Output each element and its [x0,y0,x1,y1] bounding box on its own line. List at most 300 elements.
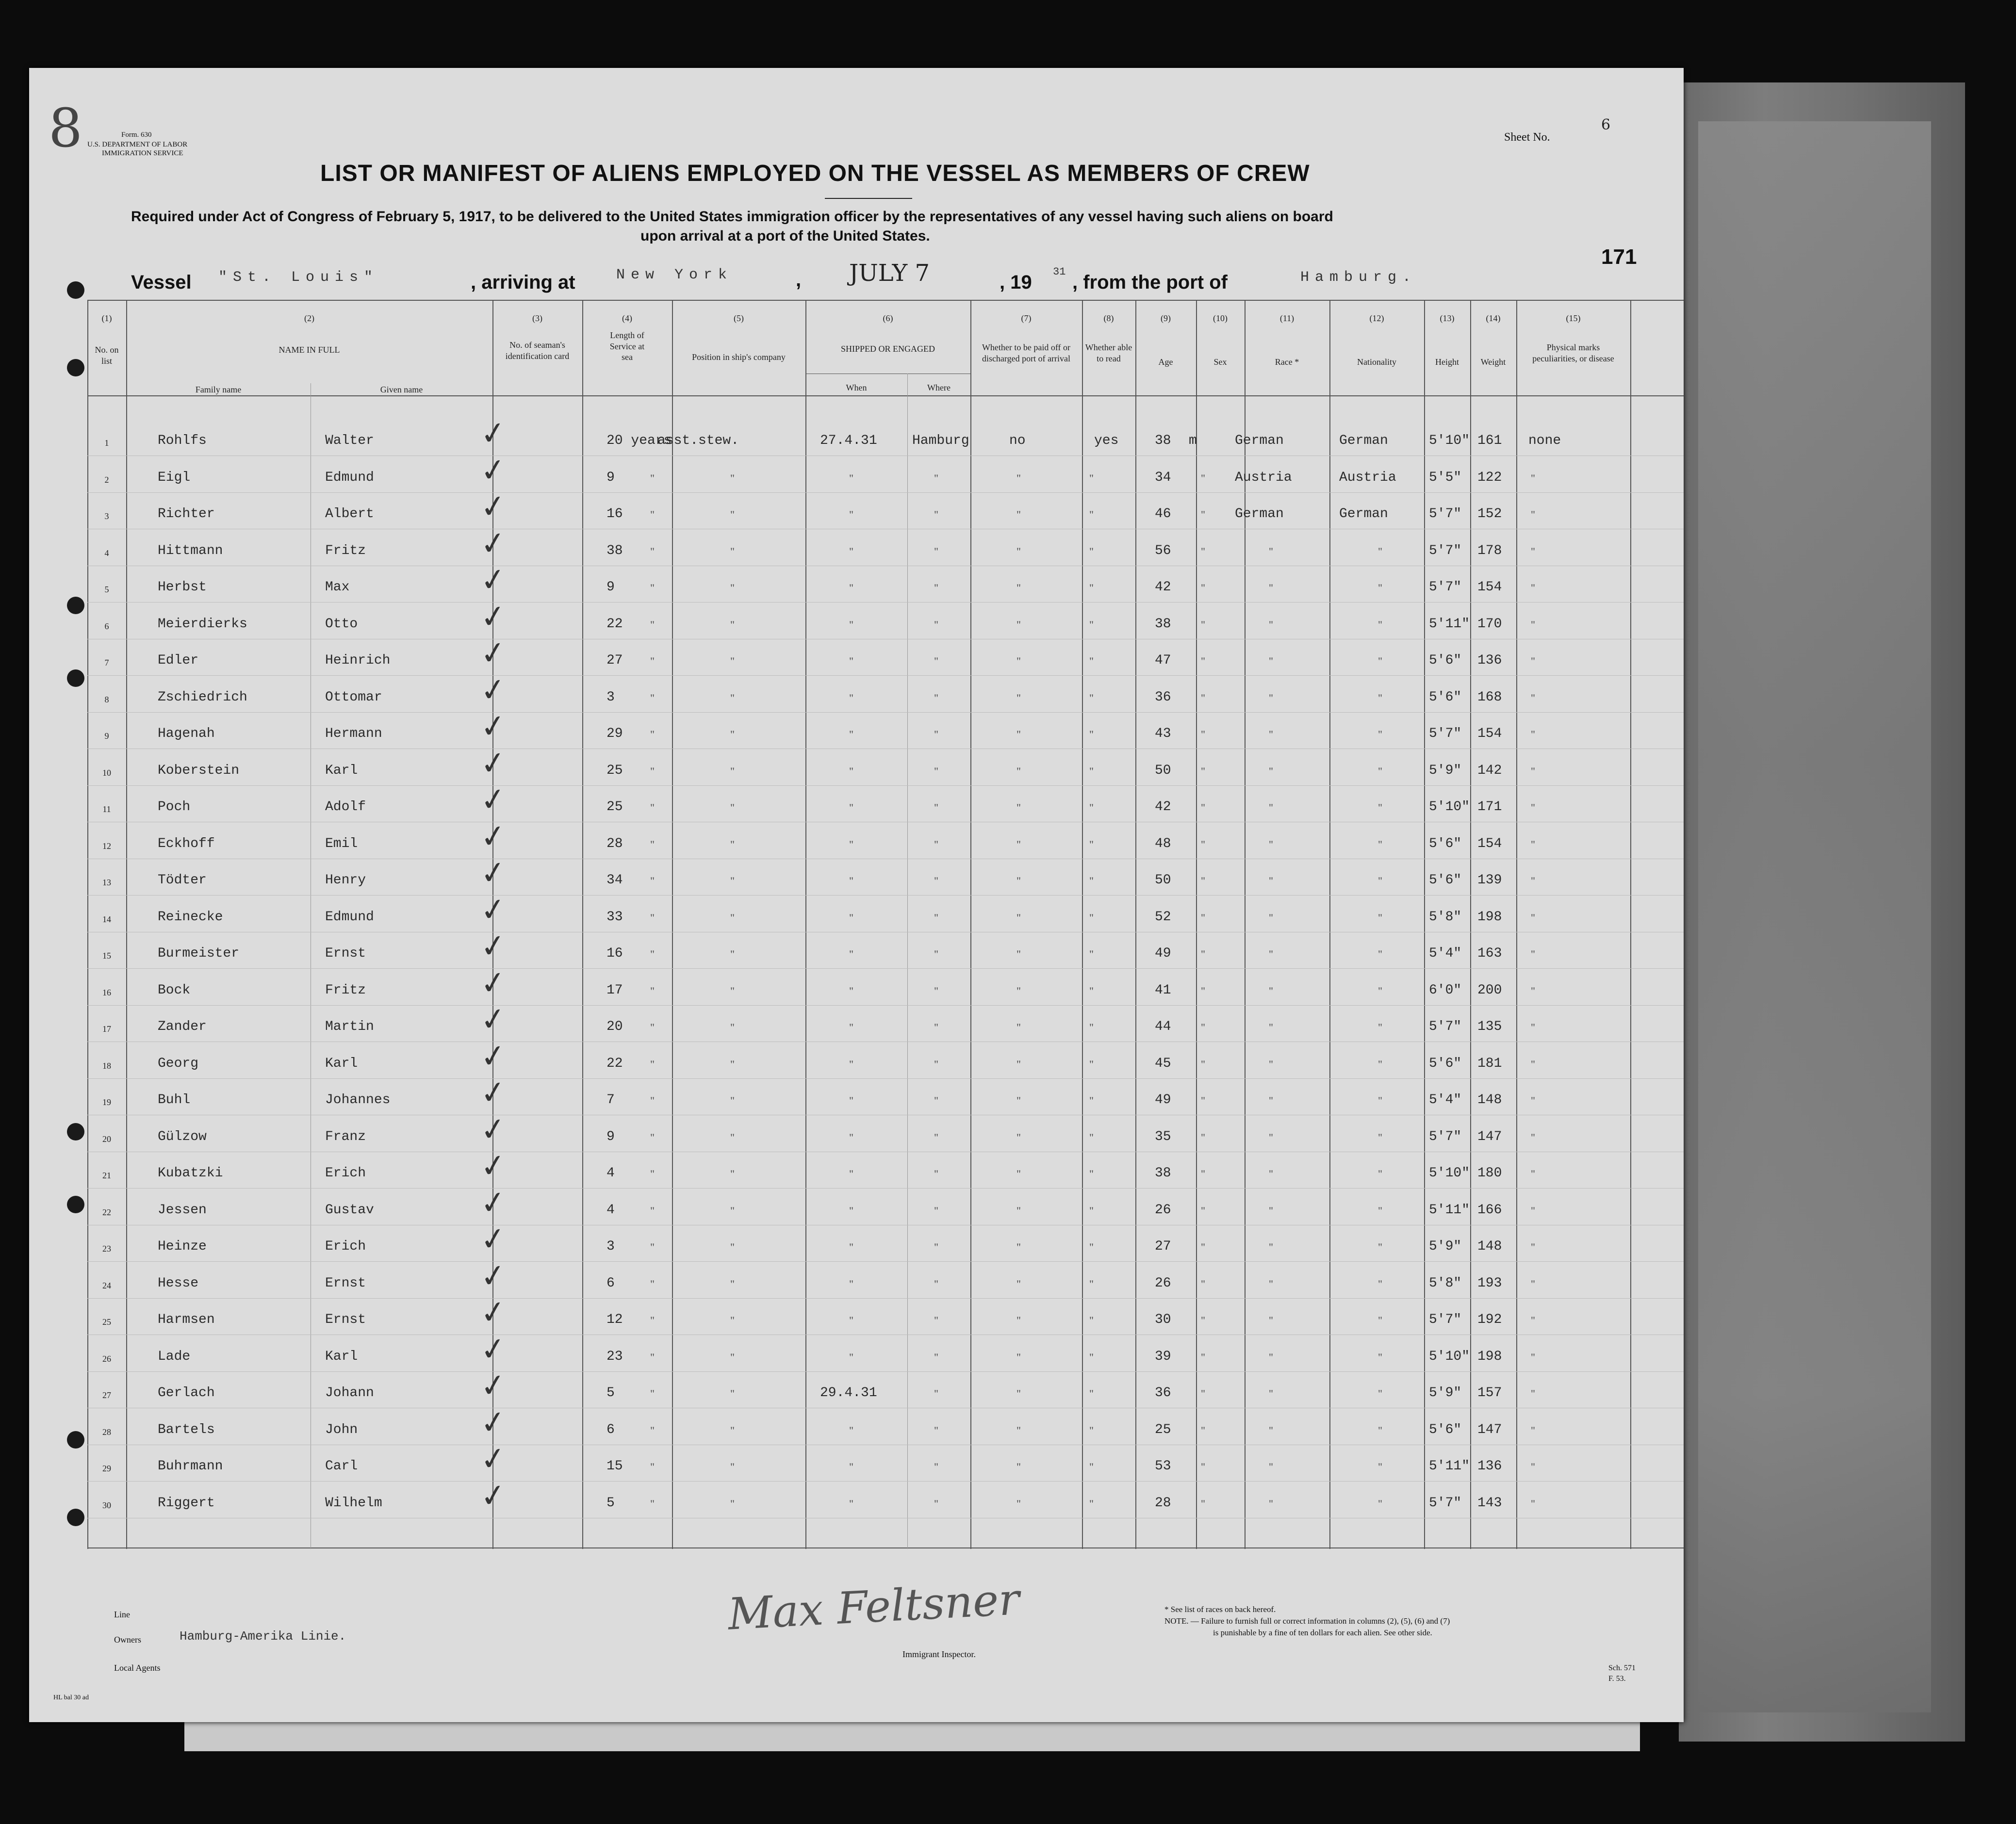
race: " [1269,1497,1273,1510]
shipped-where: " [934,1204,938,1217]
given-name: Erich [325,1239,366,1254]
physical-marks: " [1531,1168,1535,1180]
row-rule [87,785,1684,786]
row-number: 3 [104,511,109,521]
shipped-when: 29.4.31 [820,1385,877,1401]
race: " [1269,1424,1273,1436]
row-number: 7 [104,658,109,668]
weight: 181 [1477,1056,1502,1071]
service-name: IMMIGRATION SERVICE [102,149,183,157]
physical-marks: " [1531,545,1535,557]
row-rule [87,492,1684,493]
nationality: " [1378,838,1382,850]
nationality: " [1378,1277,1382,1290]
row-number: 26 [102,1353,111,1364]
paid-off: " [1016,1168,1021,1180]
position: " [730,1058,735,1070]
age: 48 [1155,836,1171,851]
given-name: Fritz [325,982,366,998]
race: German [1235,506,1284,521]
form-number: Form. 630 [121,131,152,139]
shipped-when: " [849,838,853,850]
sex: " [1201,1351,1205,1363]
paid-off: no [1009,433,1026,448]
height: 5'9" [1429,763,1462,778]
sex: " [1201,1387,1205,1400]
height: 5'8" [1429,1275,1462,1291]
position: " [730,545,735,557]
col-5-number: (5) [734,313,744,323]
service-length: 16 [606,506,623,521]
col-10-label: Sex [1213,357,1227,367]
subtitle-line-2: upon arrival at a port of the United States. [640,228,930,244]
able-to-read: " [1089,508,1094,521]
given-name: John [325,1422,358,1437]
weight: 136 [1477,1459,1502,1474]
position: " [730,801,735,814]
family-name: Hesse [158,1275,199,1291]
row-number: 23 [102,1244,111,1254]
shipped-when: " [849,1314,853,1326]
col-2-label: NAME IN FULL [279,345,340,355]
service-length: 6 [606,1275,615,1291]
punch-hole [67,281,84,299]
id-card-checkmark: ✓ [478,1183,509,1222]
age: 38 [1155,616,1171,632]
shipped-where: " [934,1277,938,1290]
family-name: Kubatzki [158,1166,223,1181]
family-name: Georg [158,1056,199,1071]
sex: " [1201,801,1205,814]
year-label: , 19 [1000,272,1032,293]
department: U.S. DEPARTMENT OF LABOR [87,141,188,148]
given-name: Martin [325,1019,374,1034]
shipped-when: 27.4.31 [820,433,877,448]
physical-marks: " [1531,1387,1535,1400]
service-length: 4 [606,1166,615,1181]
height: 5'7" [1429,543,1462,558]
physical-marks: " [1531,984,1535,997]
service-ditto: " [650,1204,655,1217]
sex: " [1201,472,1205,484]
given-name: Ernst [325,1275,366,1291]
weight: 163 [1477,946,1502,961]
able-to-read: " [1089,838,1094,850]
row-number: 20 [102,1134,111,1144]
nationality: " [1378,1204,1382,1217]
paid-off: " [1016,801,1021,814]
nationality: " [1378,984,1382,997]
family-name: Tödter [158,873,207,888]
service-ditto: " [650,1424,655,1436]
race: Austria [1235,470,1292,485]
position: " [730,875,735,887]
paid-off: " [1016,508,1021,521]
able-to-read: " [1089,801,1094,814]
able-to-read: " [1089,1241,1094,1253]
shipped-where: " [934,838,938,850]
able-to-read: " [1089,765,1094,777]
family-name: Zander [158,1019,207,1034]
physical-marks: " [1531,472,1535,484]
paid-off: " [1016,1387,1021,1400]
column-divider [1135,300,1136,1549]
height: 5'10" [1429,433,1470,448]
row-number: 13 [102,878,111,887]
nationality: " [1378,1058,1382,1070]
family-name: Bartels [158,1422,215,1437]
shipped-where: " [934,618,938,631]
punch-hole [67,597,84,614]
service-ditto: " [650,545,655,557]
height: 5'10" [1429,1166,1470,1181]
sex: " [1201,691,1205,704]
given-name: Johannes [325,1092,391,1107]
nationality: " [1378,728,1382,740]
age: 28 [1155,1495,1171,1511]
paid-off: " [1016,984,1021,997]
able-to-read: " [1089,1094,1094,1107]
id-card-checkmark: ✓ [478,1037,509,1076]
nationality: " [1378,545,1382,557]
col-6-label: SHIPPED OR ENGAGED [840,344,935,354]
shipped-where: " [934,1021,938,1033]
column-divider [1329,300,1330,1549]
table-bottom-border [87,1547,1684,1548]
row-number: 24 [102,1280,111,1290]
shipped-when: " [849,1277,853,1290]
family-name: Hagenah [158,726,215,741]
service-ditto: " [650,1277,655,1290]
id-card-checkmark: ✓ [478,1439,509,1479]
row-number: 2 [104,474,109,485]
id-card-checkmark: ✓ [478,670,509,710]
nationality: " [1378,948,1382,960]
height: 5'10" [1429,1349,1470,1364]
age: 53 [1155,1459,1171,1474]
column-divider [126,300,127,1549]
service-ditto: " [650,728,655,740]
row-rule [87,602,1684,603]
physical-marks: " [1531,1461,1535,1473]
fine-note-1: NOTE. — Failure to furnish full or correct information in columns (2), (5), (6) and (7) [1164,1616,1450,1626]
service-length: 20 years [606,433,672,448]
shipped-when: " [849,545,853,557]
height: 5'7" [1429,1129,1462,1144]
sheet-number: 6 [1601,116,1611,133]
given-name: Karl [325,763,358,778]
age: 30 [1155,1312,1171,1327]
race: " [1269,1204,1273,1217]
col-10-number: (10) [1213,313,1228,323]
given-name: Ernst [325,1312,366,1327]
sex: " [1201,1424,1205,1436]
shipped-where: " [934,1058,938,1070]
nationality: " [1378,1168,1382,1180]
col-14-label: Weight [1480,357,1506,367]
given-name: Karl [325,1056,358,1071]
given-name: Fritz [325,543,366,558]
shipped-when: " [849,472,853,484]
able-to-read: " [1089,1021,1094,1033]
weight: 168 [1477,689,1502,705]
able-to-read: " [1089,1461,1094,1473]
row-rule [87,1261,1684,1262]
shipped-when: " [849,508,853,521]
punch-hole [67,1123,84,1140]
id-card-checkmark: ✓ [478,1000,509,1040]
id-card-checkmark: ✓ [478,1256,509,1296]
age: 50 [1155,873,1171,888]
age: 50 [1155,763,1171,778]
service-length: 25 [606,763,623,778]
row-number: 5 [104,585,109,594]
race: " [1269,1277,1273,1290]
able-to-read: " [1089,1058,1094,1070]
race: " [1269,1351,1273,1363]
col-4-number: (4) [622,313,632,323]
able-to-read: " [1089,728,1094,740]
able-to-read: " [1089,472,1094,484]
position: " [730,1497,735,1510]
family-name: Meierdierks [158,616,247,632]
family-name: Hittmann [158,543,223,558]
position: " [730,1168,735,1180]
race: " [1269,948,1273,960]
able-to-read: " [1089,582,1094,594]
service-length: 22 [606,1056,623,1071]
id-card-checkmark: ✓ [478,597,509,636]
races-note: * See list of races on back hereof. [1164,1605,1276,1614]
able-to-read: " [1089,1168,1094,1180]
paid-off: " [1016,582,1021,594]
family-name: Herbst [158,580,207,595]
manifest-title: LIST OR MANIFEST OF ALIENS EMPLOYED ON THE VESSEL AS MEMBERS OF CREW [320,161,1310,186]
nationality: " [1378,1021,1382,1033]
able-to-read: " [1089,691,1094,704]
col-12-label: Nationality [1357,357,1396,367]
shipped-when: " [849,1241,853,1253]
row-number: 22 [102,1207,111,1217]
race: " [1269,582,1273,594]
height: 5'6" [1429,653,1462,668]
shipped-where: " [934,875,938,887]
shipped-when: " [849,728,853,740]
col-2-family-label: Family name [195,385,242,394]
given-name: Ottomar [325,689,382,705]
age: 41 [1155,982,1171,998]
row-rule [87,895,1684,896]
service-length: 16 [606,946,623,961]
race: " [1269,984,1273,997]
able-to-read: " [1089,1387,1094,1400]
shipped-where: " [934,1314,938,1326]
shipped-when: " [849,655,853,667]
id-card-checkmark: ✓ [478,1220,509,1259]
family-name: Rohlfs [158,433,207,448]
paid-off: " [1016,618,1021,631]
weight: 178 [1477,543,1502,558]
sheet-label: Sheet No. [1504,131,1550,144]
shipped-where: " [934,1497,938,1510]
column-divider [907,374,908,1549]
height: 5'7" [1429,506,1462,521]
nationality: " [1378,1461,1382,1473]
nationality: " [1378,1387,1382,1400]
sex: " [1201,948,1205,960]
row-number: 11 [102,804,111,814]
service-ditto: " [650,1094,655,1107]
paid-off: " [1016,1461,1021,1473]
column-divider [1245,300,1246,1549]
service-length: 3 [606,1239,615,1254]
service-ditto: " [650,1497,655,1510]
family-name: Riggert [158,1495,215,1511]
given-name: Carl [325,1459,358,1474]
id-card-checkmark: ✓ [478,560,509,600]
physical-marks: " [1531,728,1535,740]
shipped-where: " [934,911,938,924]
height: 5'6" [1429,1422,1462,1437]
age: 49 [1155,1092,1171,1107]
position: " [730,1314,735,1326]
position: " [730,582,735,594]
shipped-when: " [849,801,853,814]
position: " [730,1094,735,1107]
service-length: 34 [606,873,623,888]
nationality: Austria [1339,470,1396,485]
given-name: Gustav [325,1202,374,1218]
position: " [730,472,735,484]
race: " [1269,1241,1273,1253]
row-rule [87,1298,1684,1299]
col-9-label: Age [1158,357,1173,367]
sex: " [1201,838,1205,850]
nationality: German [1339,506,1388,521]
paid-off: " [1016,545,1021,557]
paid-off: " [1016,1058,1021,1070]
service-ditto: " [650,618,655,631]
nationality: " [1378,1314,1382,1326]
given-name: Henry [325,873,366,888]
race: " [1269,1461,1273,1473]
nationality: " [1378,875,1382,887]
position: " [730,508,735,521]
id-card-checkmark: ✓ [478,817,509,856]
weight: 192 [1477,1312,1502,1327]
weight: 122 [1477,470,1502,485]
nationality: " [1378,1497,1382,1510]
paid-off: " [1016,472,1021,484]
row-number: 27 [102,1390,111,1400]
given-name: Erich [325,1166,366,1181]
given-name: Edmund [325,909,374,925]
paid-off: " [1016,765,1021,777]
punch-hole [67,359,84,376]
height: 5'10" [1429,799,1470,814]
weight: 161 [1477,433,1502,448]
weight: 157 [1477,1385,1502,1401]
background-sheet-inner [1698,121,1931,1712]
id-card-checkmark: ✓ [478,853,509,893]
sex: " [1201,508,1205,521]
service-length: 17 [606,982,623,998]
row-number: 1 [104,438,109,448]
given-name: Wilhelm [325,1495,382,1511]
service-length: 15 [606,1459,623,1474]
col-6-where-label: Where [927,383,951,392]
shipped-where: " [934,801,938,814]
position: " [730,838,735,850]
height: 5'6" [1429,873,1462,888]
sex: " [1201,984,1205,997]
row-rule [87,1078,1684,1079]
weight: 148 [1477,1239,1502,1254]
given-name: Ernst [325,946,366,961]
paid-off: " [1016,1021,1021,1033]
race: " [1269,1094,1273,1107]
age: 26 [1155,1202,1171,1218]
id-card-checkmark: ✓ [478,1293,509,1333]
id-card-checkmark: ✓ [478,890,509,929]
sex: " [1201,1204,1205,1217]
vessel-label: Vessel [131,272,192,293]
col-8-label: Whether able to read [1085,342,1132,363]
col-2-given-label: Given name [380,385,423,394]
year-suffix: 31 [1053,266,1066,278]
service-ditto: " [650,582,655,594]
weight: 148 [1477,1092,1502,1107]
age: 47 [1155,653,1171,668]
service-length: 5 [606,1495,615,1511]
row-number: 17 [102,1024,111,1034]
given-name: Karl [325,1349,358,1364]
shipped-when: " [849,765,853,777]
weight: 152 [1477,506,1502,521]
shipped-where: " [934,1461,938,1473]
family-name: Eigl [158,470,191,485]
col-3-number: (3) [532,313,542,323]
shipped-where: " [934,1094,938,1107]
service-ditto: " [650,875,655,887]
weight: 136 [1477,653,1502,668]
id-card-checkmark: ✓ [478,780,509,820]
height: 5'6" [1429,689,1462,705]
shipped-when: " [849,1094,853,1107]
shipped-when: " [849,1058,853,1070]
age: 49 [1155,946,1171,961]
shipped-when: " [849,1021,853,1033]
shipped-where: " [934,948,938,960]
physical-marks: " [1531,1497,1535,1510]
family-name: Gülzow [158,1129,207,1144]
print-code: HL bal 30 ad [53,1694,89,1701]
height: 6'0" [1429,982,1462,998]
age: 38 [1155,433,1171,448]
paid-off: " [1016,1277,1021,1290]
race: " [1269,545,1273,557]
row-rule [87,1371,1684,1372]
physical-marks: " [1531,1204,1535,1217]
column-divider [582,300,583,1549]
age: 39 [1155,1349,1171,1364]
col-4-label: Length of Service at sea [609,330,645,362]
shipped-when: " [849,1461,853,1473]
physical-marks: " [1531,875,1535,887]
sex: " [1201,728,1205,740]
service-length: 28 [606,836,623,851]
position: " [730,1131,735,1143]
